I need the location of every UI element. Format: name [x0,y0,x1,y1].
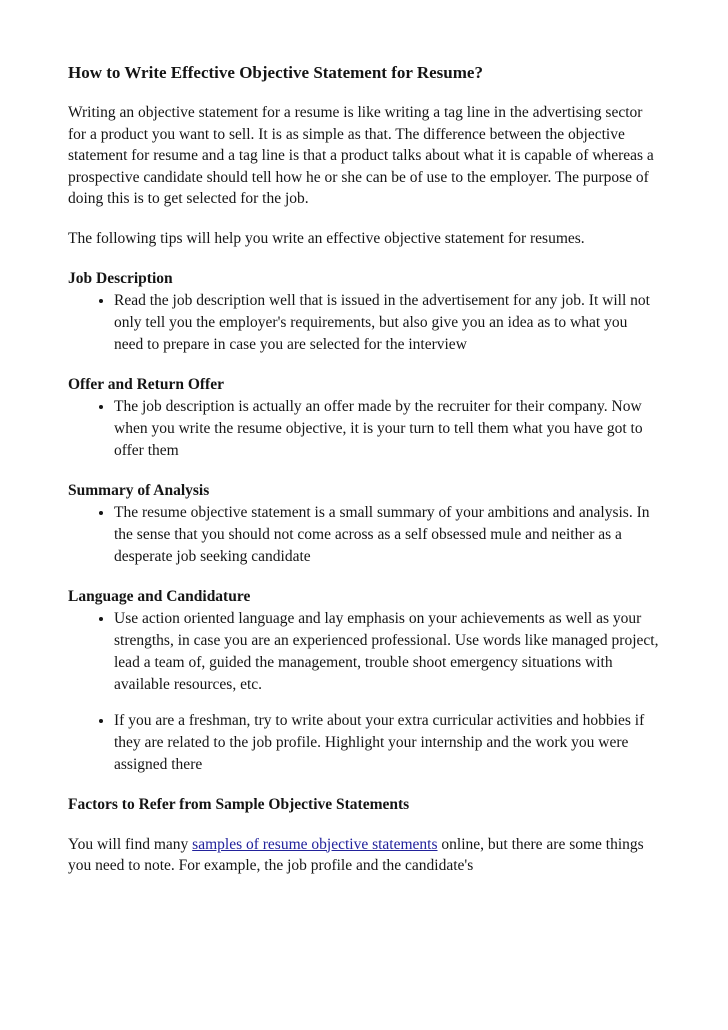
bullet-item: • The resume objective statement is a small summary of your ambitions and analysis. In the sense that you should not come across as a self obsessed mule and neither as a desperate job seeking candidate [114,502,659,568]
bullet-item: • Read the job description well that is issued in the advertisement for any job. It will not only tell you the employer's requirements, but also give you an idea as to what you need to prepare in case you are selected for the interview [114,290,659,356]
closing-text-before-link: You will find many [68,835,193,853]
section-heading-offer-and-return-offer: Offer and Return Offer [68,375,224,393]
intro-paragraph-2: The following tips will help you write an effective objective statement for resumes. [68,229,585,247]
bullet-item: • Use action oriented language and lay emphasis on your achievements as well as your strengths, in case you are an experienced professional. Use words like managed project, lead a team of, guided the management, trouble shoot emergency situations with available resources, etc. [114,608,659,696]
section-language-and-candidature [68,586,659,776]
section-offer-and-return-offer [68,374,659,462]
bullet-list [68,290,659,356]
section-heading-summary-of-analysis: Summary of Analysis [68,481,210,499]
section-job-description [68,268,659,356]
bullet-item: • If you are a freshman, try to write about your extra curricular activities and hobbies if they are related to the job profile. Highlight your internship and the work you were assigned there [114,710,659,776]
intro-paragraph-1: Writing an objective statement for a resume is like writing a tag line in the advertising sector for a product you want to sell. It is as simple as that. The difference between the objective statement for resume and a tag line is that a product talks about what it is capable of whereas a prospective candidate should tell how he or she can be of use to the employer. The purpose of doing this is to get selected for the job. [68,104,654,208]
bullet-item: • The job description is actually an offer made by the recruiter for their company. Now when you write the resume objective, it is your turn to tell them what you have got to offer them [114,396,659,462]
closing-text-after-link: online, but there are some things you need to note. For example, the job profile and the candidate's [68,835,644,875]
samples-of-resume-objective-statements-link[interactable]: samples of resume objective statements [192,835,438,853]
bullet-list [68,396,659,462]
section-heading-job-description: Job Description [68,269,173,287]
bullet-list [68,502,659,568]
section-summary-of-analysis [68,480,659,568]
bullet-list [68,608,659,776]
closing-heading: Factors to Refer from Sample Objective Statements [68,795,410,813]
closing-paragraph [68,834,659,877]
document-title: How to Write Effective Objective Statement for Resume? [68,63,483,82]
section-heading-language-and-candidature: Language and Candidature [68,587,251,605]
